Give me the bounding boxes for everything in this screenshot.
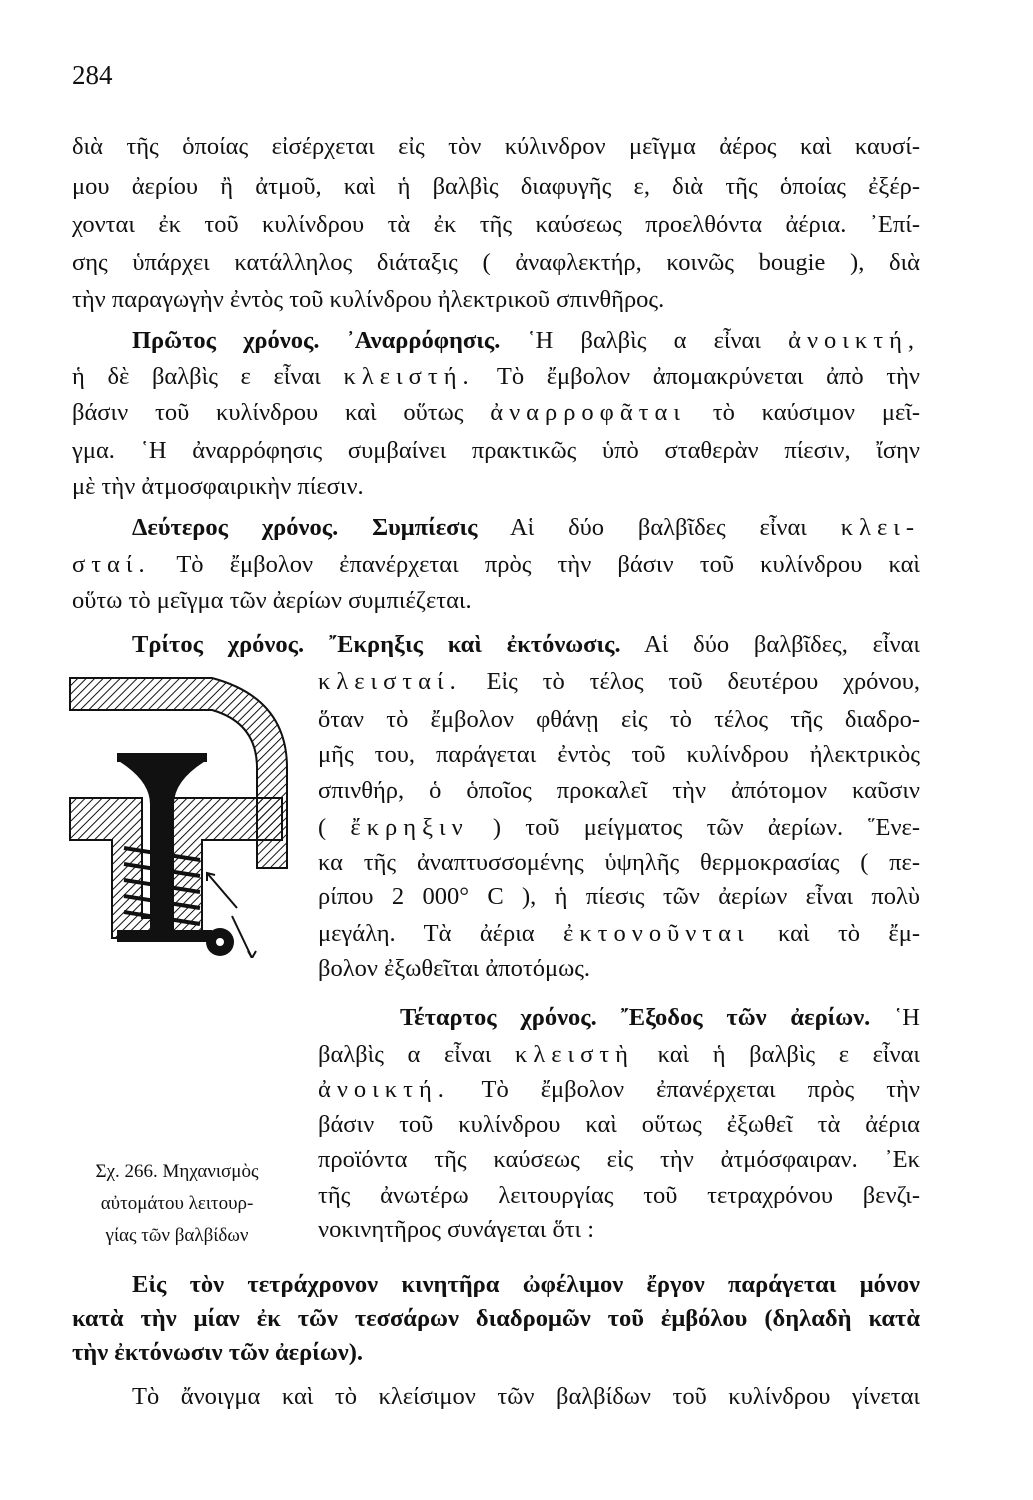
text-line <box>72 398 920 428</box>
page-number: 284 <box>72 60 113 90</box>
valve-lifter <box>117 928 234 956</box>
conclusion-line: τὴν ἐκτόνωσιν τῶν ἀερίων). <box>72 1339 363 1366</box>
figure-caption: γίας τῶν βαλβίδων <box>105 1225 249 1246</box>
text-span: Τὸ ἔμβολον ἐπανέρχεται πρὸς τὴν <box>481 1076 920 1103</box>
text-span: ῾Η βαλβὶς α εἶναι <box>527 327 761 354</box>
text-line: βολον ἐξωθεῖται ἀποτόμως. <box>318 955 591 982</box>
text-line: σης ὑπάρχει κατάλληλος διάταξις ( ἀναφλεκτήρ, κοινῶς bougie ), διὰ <box>72 249 920 276</box>
text-line: μῆς του, παράγεται ἐντὸς τοῦ κυλίνδρου ἠλεκτρικὸς <box>318 741 920 768</box>
text-span: καὶ ἡ βαλβὶς ε εἶναι <box>657 1041 921 1068</box>
spaced-word: ἀνοικτή, <box>788 327 921 354</box>
spaced-word: κλειστή. <box>343 363 475 390</box>
text-span: τὸ καύσιμον μεῖ- <box>712 399 920 426</box>
text-span: ( <box>318 814 327 841</box>
text-line: νοκινητῆρος συνάγεται ὅτι : <box>318 1216 595 1243</box>
text-line: Τὸ ἄνοιγμα καὶ τὸ κλείσιμον τῶν βαλβίδων τοῦ κυλίνδρου γίνεται <box>132 1383 920 1410</box>
text-span: Τὸ ἔμβολον ἐπανέρχεται πρὸς τὴν βάσιν τοῦ κυλίνδρου καὶ <box>176 551 920 578</box>
text-line: βάσιν τοῦ κυλίνδρου καὶ οὕτως ἐξωθεῖ τὰ ἀέρια <box>318 1111 920 1138</box>
spaced-word: κλει- <box>840 514 921 541</box>
heading-first-stroke: Πρῶτος χρόνος. <box>132 327 320 354</box>
text-line: γμα. ῾Η ἀναρρόφησις συμβαίνει πρακτικῶς ὑπὸ σταθερὰν πίεσιν, ἴσην <box>72 437 920 464</box>
text-span: βαλβὶς α εἶναι <box>318 1041 492 1068</box>
pointer-arrow <box>207 873 237 908</box>
conclusion-line: Εἰς τὸν τετράχρονον κινητῆρα ὠφέλιμον ἔργον παράγεται μόνον <box>132 1271 920 1298</box>
heading-third-stroke: Τρίτος χρόνος. <box>132 631 305 658</box>
valve-mechanism-figure <box>62 668 292 958</box>
text-span: Αἱ δύο βαλβῖδες, εἶναι <box>644 631 921 658</box>
spaced-word: ἐκτονοῦνται <box>563 920 750 947</box>
text-line: τῆς ἀνωτέρω λειτουργίας τοῦ τετραχρόνου βενζι- <box>318 1182 920 1209</box>
conclusion-line: κατὰ τὴν μίαν ἐκ τῶν τεσσάρων διαδρομῶν τοῦ ἐμβόλου (δηλαδὴ κατὰ <box>72 1305 920 1332</box>
spaced-word: ἀνοικτή. <box>318 1076 450 1103</box>
text-line: κα τῆς ἀναπτυσσομένης ὑψηλῆς θερμοκρασίας ( πε- <box>318 849 920 876</box>
text-line <box>400 1003 920 1033</box>
text-line <box>132 326 920 356</box>
text-line: ὅταν τὸ ἔμβολον φθάνῃ εἰς τὸ τέλος τῆς διαδρο- <box>318 706 920 733</box>
spaced-word: κλειστὴ <box>515 1041 634 1068</box>
text-line: οὕτω τὸ μεῖγμα τῶν ἀερίων συμπιέζεται. <box>72 587 472 614</box>
heading-exhaust: ῎Εξοδος τῶν ἀερίων. <box>620 1004 871 1031</box>
text-span: μεγάλη. Τὰ ἀέρια <box>318 920 535 947</box>
spaced-word: σταί. <box>72 551 151 578</box>
direction-arrow <box>232 916 256 958</box>
heading-second-stroke: Δεύτερος χρόνος. <box>132 514 339 541</box>
text-line: σπινθήρ, ὁ ὁποῖος προκαλεῖ τὴν ἀπότομον καῦσιν <box>318 777 920 804</box>
text-span: ) τοῦ μείγματος τῶν ἀερίων. ῞Ενε- <box>492 814 921 841</box>
text-line: μὲ τὴν ἀτμοσφαιρικὴν πίεσιν. <box>72 473 364 500</box>
heading-intake: ᾿Αναρρόφησις. <box>346 327 501 354</box>
valve-guide-block <box>70 798 282 938</box>
spaced-word: ἔκρηξιν <box>350 814 469 841</box>
text-span: καὶ τὸ ἔμ- <box>777 920 921 947</box>
text-line: ρίπου 2 000° C ), ἡ πίεσις τῶν ἀερίων εἶναι πολὺ <box>318 883 920 910</box>
figure-caption: Σχ. 266. Μηχανισμὸς <box>95 1161 259 1182</box>
heading-compression: Συμπίεσις <box>372 514 478 541</box>
spaced-word: κλεισταί. <box>318 668 462 695</box>
text-line <box>318 813 920 843</box>
text-line <box>318 919 920 949</box>
text-line <box>318 1075 920 1105</box>
text-span: βάσιν τοῦ κυλίνδρου καὶ οὕτως <box>72 399 464 426</box>
text-line <box>72 550 920 580</box>
heading-fourth-stroke: Τέταρτος χρόνος. <box>400 1004 597 1031</box>
text-line: προϊόντα τῆς καύσεως εἰς τὴν ἀτμόσφαιραν. ᾿Εκ <box>318 1146 920 1173</box>
text-span: Τὸ ἔμβολον ἀπομακρύνεται ἀπὸ τὴν <box>496 363 920 390</box>
heading-explosion: ῎Εκρηξις καὶ ἐκτόνωσις. <box>328 631 621 658</box>
text-line: μου ἀερίου ἢ ἀτμοῦ, καὶ ἡ βαλβὶς διαφυγῆς ε, διὰ τῆς ὁποίας ἐξέρ- <box>72 173 920 200</box>
text-line: χονται ἐκ τοῦ κυλίνδρου τὰ ἐκ τῆς καύσεως προελθόντα ἀέρια. ᾿Επί- <box>72 211 920 238</box>
text-span: ῾Η <box>894 1004 920 1031</box>
text-line <box>132 630 920 660</box>
text-span: Εἰς τὸ τέλος τοῦ δευτέρου χρόνου, <box>486 668 921 695</box>
text-span: Αἱ δύο βαλβῖδες εἶναι <box>509 514 807 541</box>
text-line <box>132 513 920 543</box>
spaced-word: ἀναρροφᾶται <box>490 399 686 426</box>
figure-caption: αὐτομάτου λειτουρ- <box>100 1193 254 1214</box>
text-line <box>318 667 920 697</box>
text-line: διὰ τῆς ὁποίας εἰσέρχεται εἰς τὸν κύλινδρον μεῖγμα ἀέρος καὶ καυσί- <box>72 133 920 160</box>
text-span: ἡ δὲ βαλβὶς ε εἶναι <box>72 363 321 390</box>
text-line <box>72 362 920 392</box>
text-line: τὴν παραγωγὴν ἐντὸς τοῦ κυλίνδρου ἠλεκτρικοῦ σπινθῆρος. <box>72 286 665 313</box>
text-line <box>318 1040 920 1070</box>
